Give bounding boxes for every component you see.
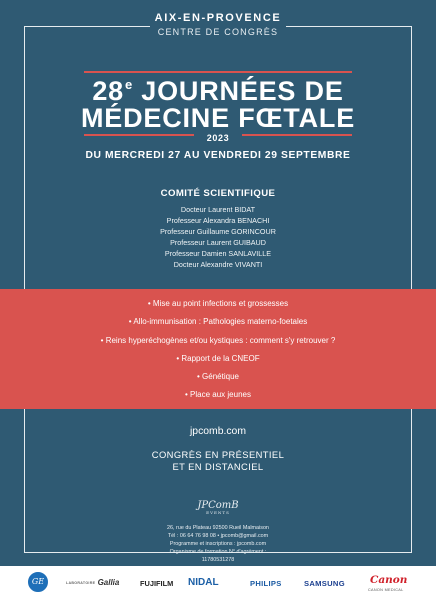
address-line: 11780531278 — [201, 557, 235, 563]
topics-band — [0, 289, 436, 409]
topic-item: • Allo-immunisation : Pathologies materno-foetales — [0, 313, 436, 331]
committee-member: Docteur Alexandre VIVANTI — [173, 260, 263, 269]
attendance-line-1: CONGRÈS EN PRÉSENTIEL — [151, 449, 285, 460]
committee-heading: COMITÉ SCIENTIFIQUE — [160, 188, 276, 199]
committee-member: Professeur Laurent GUIBAUD — [170, 238, 266, 247]
topics-list — [0, 289, 436, 405]
topic-item: • Rapport de la CNEOF — [0, 350, 436, 368]
sponsor-bar — [0, 566, 436, 600]
venue-name: CENTRE DE CONGRÈS — [157, 27, 279, 37]
philips-logo: PHILIPS — [250, 579, 282, 588]
ge-logo-icon: GE — [28, 572, 48, 592]
edition-number: 28 — [92, 76, 124, 106]
topic-item: • Reins hyperéchogènes et/ou kystiques : comment s'y retrouver ? — [0, 332, 436, 350]
canon-logo: Canon — [370, 574, 408, 586]
committee-list — [0, 204, 436, 270]
address-line: Tél : 06 64 76 98 08 • jpcomb@gmail.com — [167, 533, 269, 539]
title-rule-top — [84, 71, 352, 73]
organizer-logo — [0, 500, 436, 515]
city-name: AIX-EN-PROVENCE — [154, 12, 282, 24]
committee-member: Professeur Guillaume GORINCOUR — [160, 227, 276, 236]
event-year: 2023 — [206, 133, 230, 143]
title-line-2: MÉDECINE FŒTALE — [81, 103, 355, 133]
gallia-prefix: LABORATOIRE — [66, 581, 96, 585]
address-line: Organisme de formation N° d'agrément : — [169, 549, 267, 555]
website-link[interactable]: jpcomb.com — [189, 426, 246, 437]
topic-item: • Génétique — [0, 368, 436, 386]
fujifilm-logo: FUJIFILM — [140, 579, 174, 588]
nidal-logo: NIDAL — [188, 577, 219, 588]
address-line: 26, rue du Plateau 92500 Rueil Malmaison — [167, 525, 269, 531]
title-line-1 — [0, 78, 436, 105]
committee-member: Professeur Alexandra BENACHI — [166, 216, 270, 225]
topic-item: • Place aux jeunes — [0, 386, 436, 404]
committee-member: Professeur Damien SANLAVILLE — [164, 249, 272, 258]
canon-medical-label: CANON MEDICAL — [368, 588, 404, 592]
edition-ordinal: e — [124, 77, 133, 92]
gallia-name: Gallia — [97, 578, 120, 587]
attendance-mode — [0, 449, 436, 473]
address-line: Programme et inscriptions : jpcomb.com — [169, 541, 267, 547]
committee-member: Docteur Laurent BIDAT — [180, 205, 256, 214]
organizer-address — [0, 524, 436, 564]
event-dates: DU MERCREDI 27 AU VENDREDI 29 SEPTEMBRE — [85, 150, 351, 161]
organizer-logo-text: JPComB — [197, 500, 239, 511]
samsung-logo: SAMSUNG — [304, 579, 345, 588]
topic-item: • Mise au point infections et grossesses — [0, 295, 436, 313]
title-text-1: JOURNÉES DE — [133, 76, 344, 106]
organizer-logo-sub: EVENTS — [206, 510, 230, 515]
attendance-line-2: ET EN DISTANCIEL — [172, 461, 264, 472]
gallia-logo — [66, 578, 119, 587]
